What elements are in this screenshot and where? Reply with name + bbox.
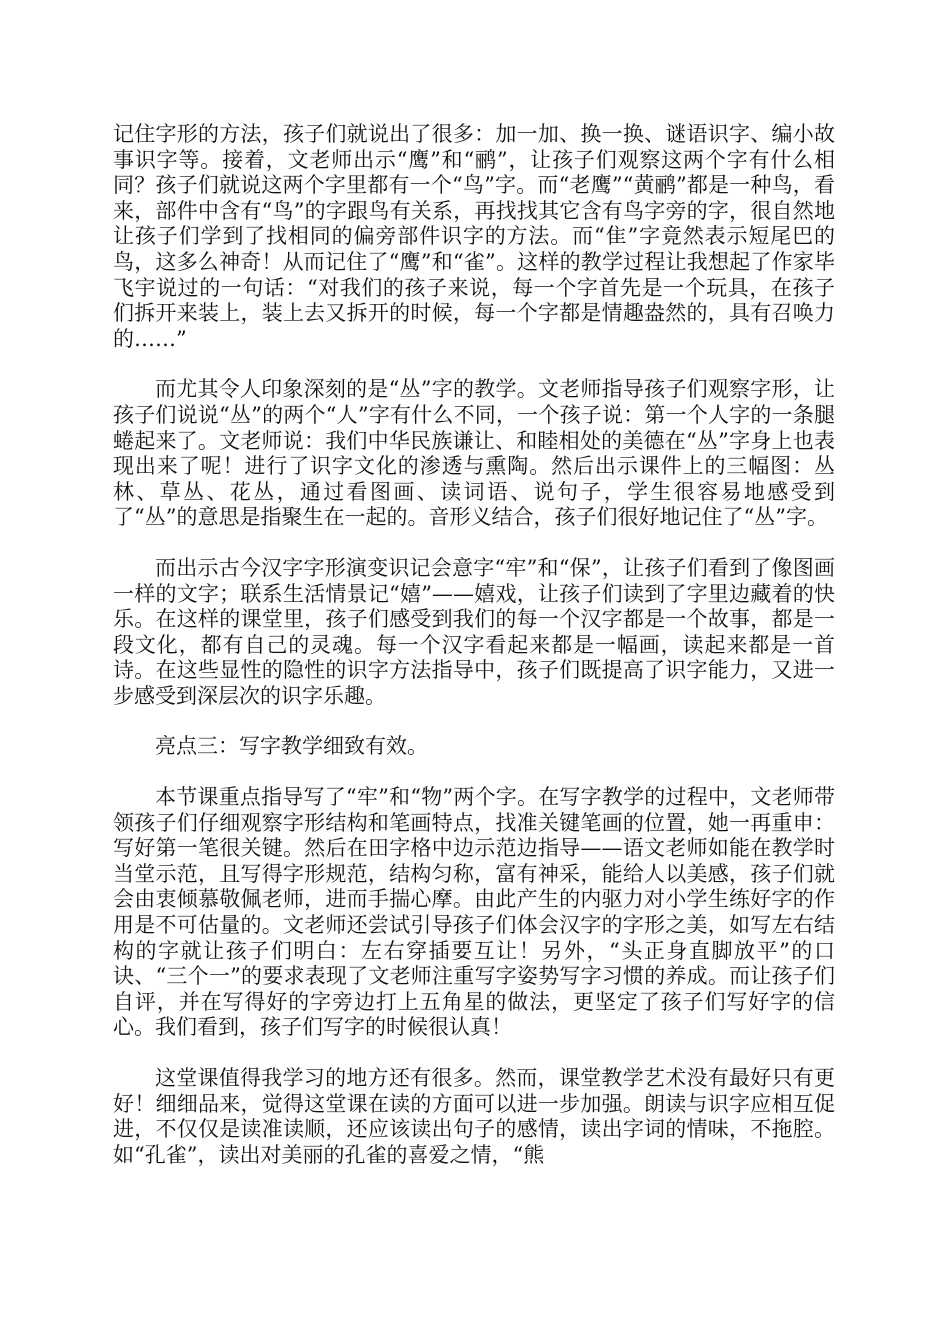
- paragraph: 而出示古今汉字字形演变识记会意字“牢”和“保”，让孩子们看到了像图画一样的文字；联系生活情景记“嬉”——嬉戏，让孩子们读到了字里边藏着的快乐。在这样的课堂里，孩子们感受到我们的每一个汉字都是一个故事，都是一段文化，都有自己的灵魂。每一个汉字看起来都是一幅画，读起来都是一首诗。在这些显性的隐性的识字方法指导中，孩子们既提高了识字能力，又进一步感受到深层次的识字乐趣。: [113, 555, 835, 708]
- section-heading: 亮点三：写字教学细致有效。: [155, 734, 428, 759]
- paragraph: 而尤其令人印象深刻的是“丛”字的教学。文老师指导孩子们观察字形，让孩子们说说“丛”的两个“人”字有什么不同，一个孩子说：第一个人字的一条腿蜷起来了。文老师说：我们中华民族谦让、和睦相处的美德在“丛”字身上也表现出来了呢！进行了识字文化的渗透与熏陶。然后出示课件上的三幅图：丛林、草丛、花丛，通过看图画、读词语、说句子，学生很容易地感受到了“丛”的意思是指聚生在一起的。音形义结合，孩子们很好地记住了“丛”字。: [113, 377, 835, 530]
- paragraph: 本节课重点指导写了“牢”和“物”两个字。在写字教学的过程中，文老师带领孩子们仔细观察字形结构和笔画特点，找准关键笔画的位置，她一再重申：写好第一笔很关键。然后在田字格中边示范边指导——语文老师如能在教学时当堂示范，且写得字形规范，结构匀称，富有神采，能给人以美感，孩子们就会由衷倾慕敬佩老师，进而手揣心摩。由此产生的内驱力对小学生练好字的作用是不可估量的。文老师还尝试引导孩子们体会汉字的字形之美，如写左右结构的字就让孩子们明白：左右穿插要互让！另外，“头正身直脚放平”的口诀、“三个一”的要求表现了文老师注重写字姿势写字习惯的养成。而让孩子们自评，并在写得好的字旁边打上五角星的做法，更坚定了孩子们写好字的信心。我们看到，孩子们写字的时候很认真！: [113, 785, 835, 1040]
- body-text: [113, 122, 835, 1193]
- paragraph: 记住字形的方法，孩子们就说出了很多：加一加、换一换、谜语识字、编小故事识字等。接着，文老师出示“鹰”和“鹂”，让孩子们观察这两个字有什么相同？孩子们就说这两个字里都有一个“鸟”字。而“老鹰”“黄鹂”都是一种鸟，看来，部件中含有“鸟”的字跟鸟有关系，再找找其它含有鸟字旁的字，很自然地让孩子们学到了找相同的偏旁部件识字的方法。而“隹”字竟然表示短尾巴的鸟，这多么神奇！从而记住了“鹰”和“雀”。这样的教学过程让我想起了作家毕飞宇说过的一句话：“对我们的孩子来说，每一个字首先是一个玩具，在孩子们拆开来装上，装上去又拆开的时候，每一个字都是情趣盎然的，具有召唤力的……”: [113, 122, 835, 351]
- paragraph: 这堂课值得我学习的地方还有很多。然而，课堂教学艺术没有最好只有更好！细细品来，觉得这堂课在读的方面可以进一步加强。朗读与识字应相互促进，不仅仅是读准读顺，还应该读出句子的感情，读出字词的情味，不拖腔。如“孔雀”，读出对美丽的孔雀的喜爱之情，“熊: [113, 1066, 835, 1167]
